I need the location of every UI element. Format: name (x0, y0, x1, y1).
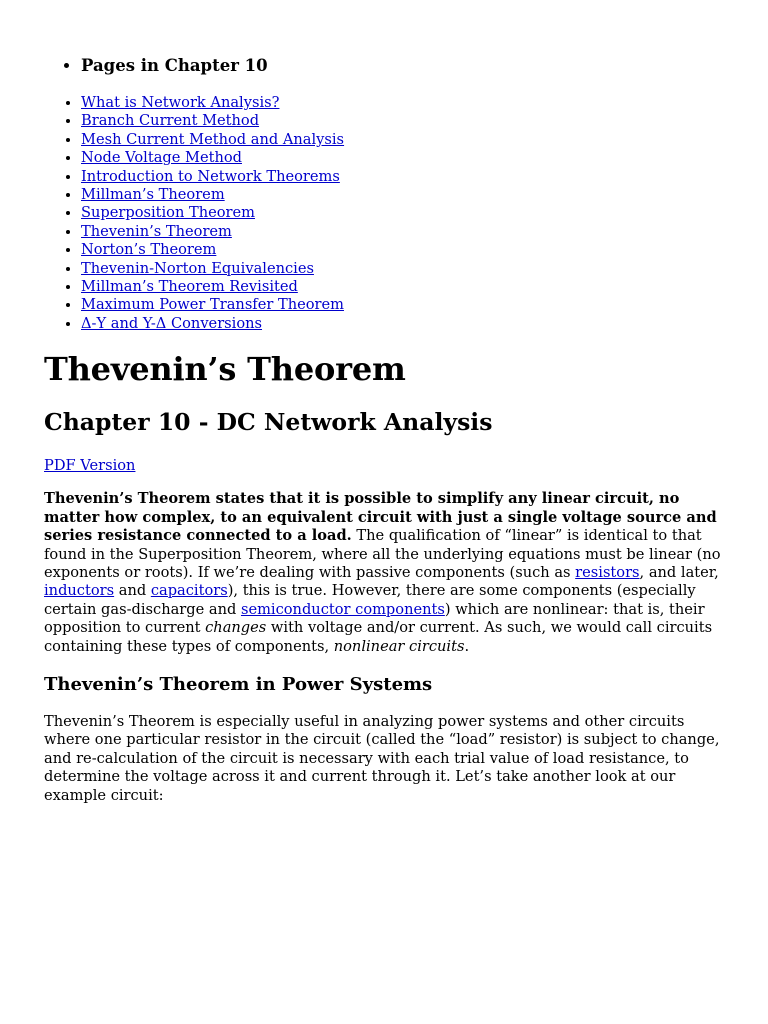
toc-link-mesh-current[interactable]: Mesh Current Method and Analysis (81, 130, 345, 148)
toc-item (81, 260, 724, 278)
toc-item (81, 168, 724, 186)
toc-item (81, 131, 724, 149)
toc-link-millman-revisited[interactable]: Millman’s Theorem Revisited (81, 278, 298, 296)
capacitors-link[interactable]: capacitors (150, 582, 228, 600)
section-heading: Thevenin’s Theorem in Power Systems (44, 673, 433, 695)
semiconductor-link[interactable]: semiconductor components (240, 600, 445, 618)
inductors-link[interactable]: inductors (44, 582, 115, 600)
toc-link-superposition[interactable]: Superposition Theorem (81, 204, 255, 222)
toc-item (81, 94, 724, 112)
pdf-version-link[interactable]: PDF Version (44, 457, 136, 475)
toc-link-network-theorems[interactable]: Introduction to Network Theorems (81, 167, 340, 185)
toc-item (81, 204, 724, 222)
page-title: Thevenin’s Theorem (44, 350, 406, 389)
page-content (44, 0, 724, 805)
toc-item (81, 112, 724, 130)
resistors-link[interactable]: resistors (575, 563, 640, 581)
intro-text-6: with voltage and/or current. As such, we would call circuits containing these types of components, (44, 619, 713, 655)
toc-link-thevenin-norton[interactable]: Thevenin-Norton Equivalencies (81, 259, 314, 277)
toc-heading: • Pages in Chapter 10 (81, 56, 724, 76)
chapter-heading: Chapter 10 - DC Network Analysis (44, 408, 493, 437)
intro-text-5: ) which are nonlinear: that is, their opposition to current (44, 600, 705, 637)
intro-paragraph (44, 490, 724, 656)
intro-text-2: , and later, (639, 563, 719, 581)
toc-item (81, 186, 724, 204)
intro-em-nonlinear: nonlinear circuits (333, 637, 465, 655)
pdf-version-row (44, 457, 724, 475)
toc-link-millman[interactable]: Millman’s Theorem (81, 186, 225, 204)
toc-link-delta-y[interactable]: Δ-Y and Y-Δ Conversions (81, 314, 263, 332)
toc-link-norton[interactable]: Norton’s Theorem (81, 241, 217, 259)
toc-link-node-voltage[interactable]: Node Voltage Method (81, 149, 242, 167)
toc-item (81, 296, 724, 314)
toc-item (81, 278, 724, 296)
intro-bold-statement: Thevenin’s Theorem states that it is possible to simplify any linear circuit, no matter how complex, to an equivalent circuit with just a single voltage source and series resistance connected to a load. (44, 490, 717, 545)
section-paragraph: Thevenin’s Theorem is especially useful in analyzing power systems and other circuits where one particular resistor in the circuit (called the “load” resistor) is subject to change, and re-calculation of the circuit is necessary with each trial value of load resistance, to determine the voltage across it and current through it. Let’s take another look at our example circuit: (44, 712, 720, 804)
toc-link-max-power[interactable]: Maximum Power Transfer Theorem (81, 296, 344, 314)
toc-item (81, 241, 724, 259)
intro-text-3: and (114, 582, 151, 600)
intro-text-4: ), this is true. However, there are some components (especially certain gas-discharge and (44, 582, 696, 618)
toc-link-thevenin[interactable]: Thevenin’s Theorem (81, 222, 232, 240)
toc-link-network-analysis[interactable]: What is Network Analysis? (81, 94, 280, 111)
toc-heading-list (44, 56, 724, 76)
intro-em-changes: changes (205, 619, 267, 637)
toc-item (81, 149, 724, 167)
toc-item (81, 223, 724, 241)
toc-link-branch-current[interactable]: Branch Current Method (81, 112, 260, 130)
toc-item (81, 315, 724, 333)
intro-text-1: The qualification of “linear” is identical to that found in the Superposition Theorem, where all the underlying equations must be linear (no exponents or roots). If we’re dealing with passive components (such as (44, 527, 721, 581)
toc-list (44, 94, 724, 333)
intro-text-7: . (464, 637, 470, 655)
